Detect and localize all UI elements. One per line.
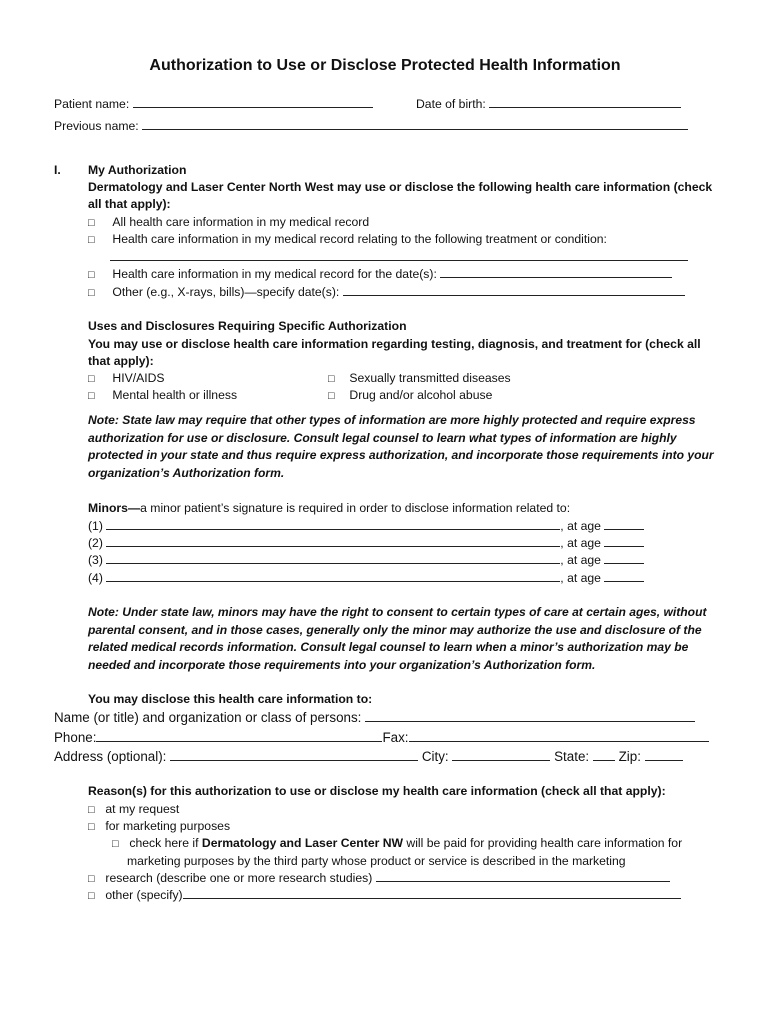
other-dates-field[interactable] (343, 284, 685, 296)
organization-name: Dermatology and Laser Center NW (201, 836, 404, 850)
checkbox[interactable]: □ (88, 873, 95, 885)
note-line: Note: State law may require that other types of information are more highly protected and require express (88, 413, 696, 427)
note-line: protected in your state and thus require express authorization, and incorporate those requirements into your (88, 448, 714, 462)
research-field[interactable] (376, 870, 670, 882)
phone-label: Phone: (54, 730, 97, 745)
option-label: for marketing purposes (105, 819, 231, 833)
previous-name-field[interactable] (142, 118, 688, 130)
age-label: , at age (560, 553, 601, 567)
reasons-heading: Reason(s) for this authorization to use or disclose my health care information (check all that apply): (88, 784, 666, 798)
option-label: Health care information in my medical record for the date(s): (112, 267, 437, 281)
minor-row-number: (1) (88, 519, 103, 533)
minor-info-field[interactable] (106, 552, 560, 564)
minor-row-number: (2) (88, 536, 103, 550)
condition-field[interactable] (110, 249, 688, 261)
dob-field[interactable] (489, 96, 681, 108)
minor-row-number: (3) (88, 553, 103, 567)
option-mental[interactable] (88, 387, 237, 405)
patient-name-row (54, 96, 373, 113)
zip-field[interactable] (645, 747, 683, 761)
option-label: check here if (129, 836, 199, 850)
minors-note (88, 604, 728, 674)
age-label: , at age (560, 571, 601, 585)
minor-age-field[interactable] (604, 570, 644, 582)
checkbox[interactable]: □ (88, 287, 95, 299)
checkbox[interactable]: □ (88, 269, 95, 281)
dob-row (416, 96, 681, 113)
section-intro-line1: Dermatology and Laser Center North West may use or disclose the following health care information (check (88, 180, 713, 194)
checkbox[interactable]: □ (112, 838, 119, 850)
checkbox[interactable]: □ (88, 821, 95, 833)
patient-name-label: Patient name: (54, 97, 130, 111)
city-label: City: (421, 749, 449, 764)
note-line: related medical records information. Consult legal counsel to learn when a minor’s authorization may be (88, 640, 689, 654)
minor-row[interactable] (88, 552, 644, 569)
option-all-info[interactable] (88, 214, 369, 232)
note-line: needed and incorporate those requirements into your organization’s Authorization form. (88, 657, 596, 672)
state-label: State: (554, 749, 590, 764)
option-label: All health care information in my medical record (112, 215, 370, 229)
option-condition[interactable] (88, 231, 607, 249)
option-label: Sexually transmitted diseases (349, 371, 511, 385)
checkbox[interactable]: □ (328, 373, 335, 385)
option-dates[interactable] (88, 266, 672, 284)
page-title: Authorization to Use or Disclose Protected Health Information (149, 57, 621, 74)
minor-age-field[interactable] (604, 518, 644, 530)
minor-row[interactable] (88, 518, 644, 535)
minor-row-number: (4) (88, 571, 103, 585)
zip-label: Zip: (618, 749, 641, 764)
option-label: HIV/AIDS (112, 371, 165, 385)
note-line: authorization for use or disclosure. Consult legal counsel to learn what types of information are highly (88, 430, 677, 445)
note-line: organization’s Authorization form. (88, 465, 285, 480)
phone-row (54, 728, 709, 747)
minor-info-field[interactable] (106, 518, 560, 530)
checkbox[interactable]: □ (88, 804, 95, 816)
reason-paid-marketing[interactable] (112, 835, 682, 853)
recipient-name-row (54, 708, 695, 727)
minor-row[interactable] (88, 535, 644, 552)
condition-line[interactable] (110, 249, 688, 266)
recipient-name-label: Name (or title) and organization or class of persons: (54, 710, 362, 725)
reason-research[interactable] (88, 870, 670, 888)
specific-intro-line1: You may use or disclose health care information regarding testing, diagnosis, and treatment for (check all (88, 337, 701, 351)
address-row (54, 747, 683, 766)
option-label: Health care information in my medical record relating to the following treatment or condition: (112, 232, 607, 246)
checkbox[interactable]: □ (88, 234, 95, 246)
phone-field[interactable] (96, 728, 382, 742)
option-label-cont: will be paid for providing health care information for (406, 836, 683, 850)
paid-marketing-line2: marketing purposes by the third party whose product or service is described in the marketing (127, 854, 626, 868)
specific-intro-line2: that apply): (88, 354, 154, 368)
address-field[interactable] (170, 747, 418, 761)
recipient-name-field[interactable] (365, 708, 695, 722)
note-line: parental consent, and in those cases, generally only the minor may authorize the use and disclosure of the (88, 622, 702, 637)
age-label: , at age (560, 519, 601, 533)
checkbox[interactable]: □ (88, 390, 95, 402)
previous-name-row (54, 118, 688, 135)
option-label: Mental health or illness (112, 388, 238, 402)
reason-marketing[interactable] (88, 818, 230, 836)
city-field[interactable] (452, 747, 550, 761)
option-label: research (describe one or more research studies) (105, 871, 373, 885)
minor-row[interactable] (88, 570, 644, 587)
option-label: Other (e.g., X-rays, bills)—specify date(s): (112, 285, 340, 299)
option-std[interactable] (328, 370, 511, 388)
section-heading: My Authorization (88, 163, 187, 177)
section-number: I. (54, 163, 61, 177)
fax-label: Fax: (382, 730, 409, 745)
checkbox[interactable]: □ (88, 217, 95, 229)
fax-field[interactable] (409, 728, 709, 742)
minors-label: Minors— (88, 501, 141, 515)
option-other[interactable] (88, 284, 685, 302)
option-hiv[interactable] (88, 370, 165, 388)
section-intro-line2: all that apply): (88, 197, 171, 211)
minor-info-field[interactable] (106, 535, 560, 547)
previous-name-label: Previous name: (54, 119, 139, 133)
address-label: Address (optional): (54, 749, 167, 764)
other-reason-field[interactable] (183, 887, 681, 899)
note-line: Note: Under state law, minors may have the right to consent to certain types of care at certain ages, without (88, 605, 707, 619)
minor-age-field[interactable] (604, 535, 644, 547)
minor-age-field[interactable] (604, 552, 644, 564)
option-label: at my request (105, 802, 180, 816)
age-label: , at age (560, 536, 601, 550)
dates-field[interactable] (440, 266, 672, 278)
minor-info-field[interactable] (106, 570, 560, 582)
specific-heading: Uses and Disclosures Requiring Specific Authorization (88, 319, 407, 333)
dob-label: Date of birth: (416, 97, 486, 111)
reason-other[interactable] (88, 887, 681, 905)
reason-at-request[interactable] (88, 801, 179, 819)
option-label: other (specify) (105, 888, 183, 902)
checkbox[interactable]: □ (328, 390, 335, 402)
minors-intro (88, 500, 570, 517)
option-drug[interactable] (328, 387, 492, 405)
patient-name-field[interactable] (133, 96, 373, 108)
state-field[interactable] (593, 747, 615, 761)
option-label: Drug and/or alcohol abuse (349, 388, 493, 402)
minors-text: a minor patient’s signature is required in order to disclose information related to: (140, 501, 571, 515)
checkbox[interactable]: □ (88, 373, 95, 385)
checkbox[interactable]: □ (88, 890, 95, 902)
state-law-note (88, 412, 728, 482)
disclose-heading: You may disclose this health care information to: (88, 692, 373, 706)
